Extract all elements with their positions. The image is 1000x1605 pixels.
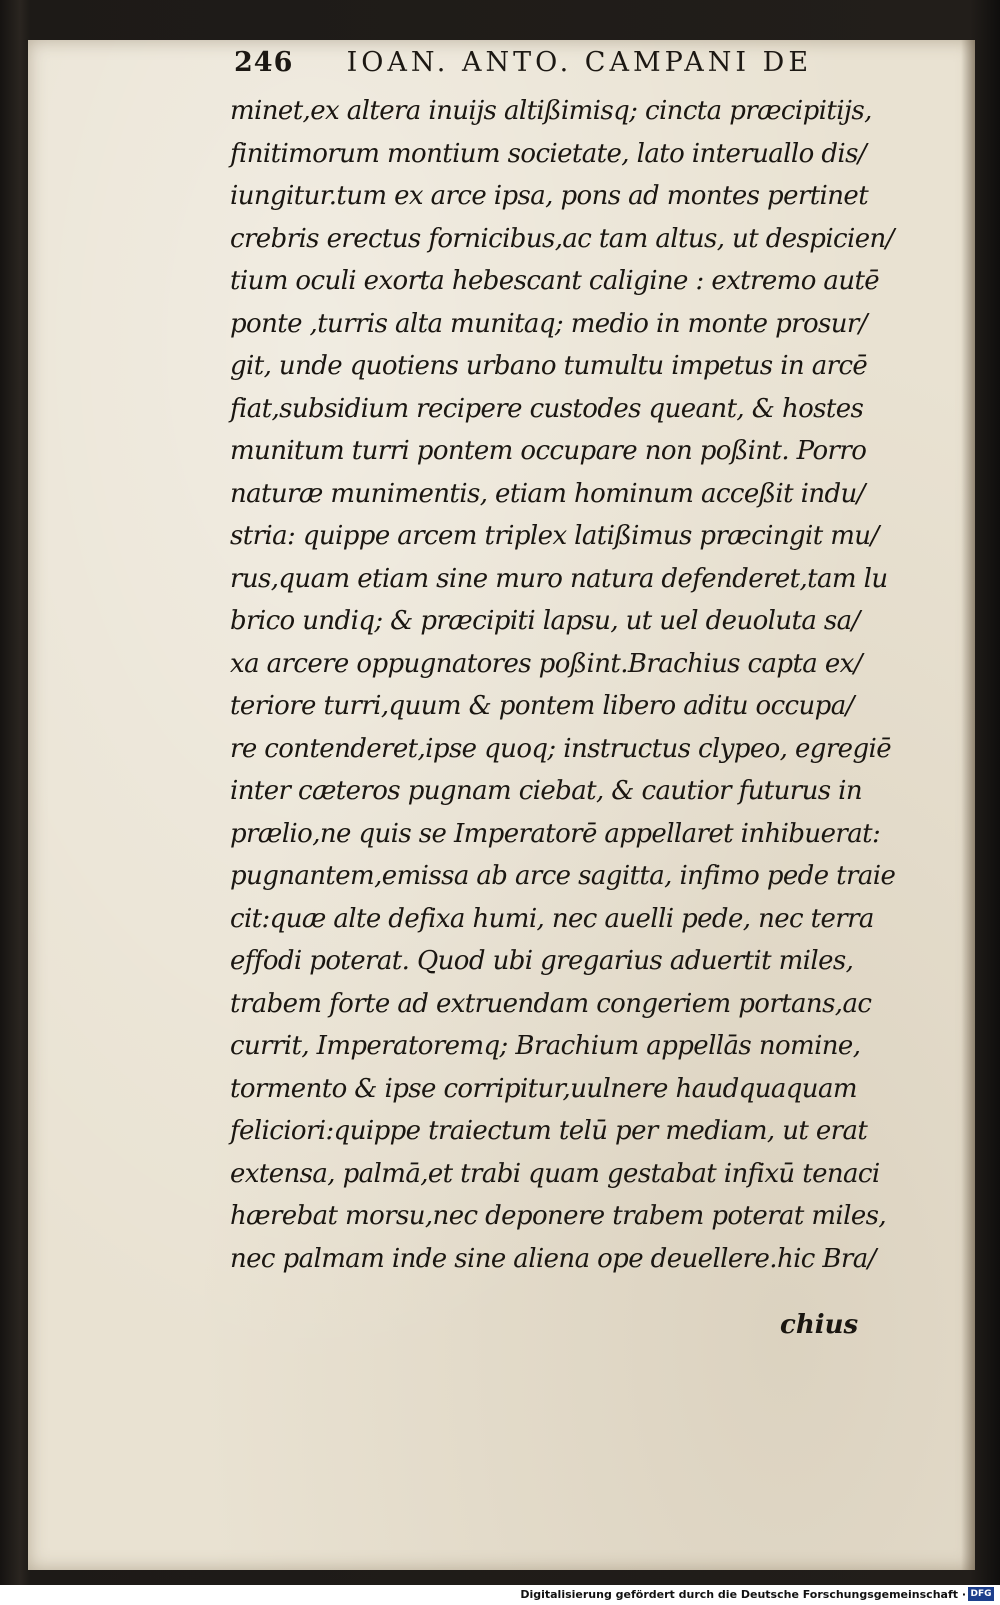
running-title: IOAN. ANTO. CAMPANI DE [346,47,813,78]
text-line: brico undiq; & præcipiti lapsu, ut uel deuoluta sa/ [230,606,860,636]
text-line: feliciori:quippe traiectum telū per mediam, ut erat [230,1116,868,1146]
text-line: inter cæteros pugnam ciebat, & cautior futurus in [230,776,863,806]
text-line: crebris erectus fornicibus,ac tam altus, ut despicien/ [230,223,894,254]
text-line: extensa, palmā,et trabi quam gestabat infixū tenaci [230,1158,880,1189]
text-line: tium oculi exorta hebescant caligine : extremo autē [230,266,880,296]
text-line: iungitur.tum ex arce ipsa, pons ad montes pertinet [230,181,869,211]
text-line: minet,ex altera inuijs altißimisq; cincta præcipitijs, [230,96,872,126]
text-line: rus,quam etiam sine muro natura defenderet,tam lu [230,563,888,594]
text-line: trabem forte ad extruendam congeriem portans,ac [230,988,872,1019]
body-text [230,90,900,1280]
text-line: munitum turri pontem occupare non poßint. Porro [230,436,867,466]
text-line: effodi poterat. Quod ubi gregarius aduertit miles, [230,946,854,976]
text-line: teriore turri,quum & pontem libero aditu occupa/ [230,691,854,721]
text-line: currit, Imperatoremq; Brachium appellās nomine, [230,1031,861,1061]
page-header [234,47,914,87]
dfg-logo: DFG [968,1587,994,1601]
text-line: stria: quippe arcem triplex latißimus præcingit mu/ [230,521,879,551]
text-line: prælio,ne quis se Imperatorē appellaret inhibuerat: [230,818,881,849]
text-line: cit:quæ alte defixa humi, nec auelli pede, nec terra [230,903,874,934]
text-line: ponte ,turris alta munitaq; medio in monte prosur/ [230,308,867,339]
digitization-credit: Digitalisierung gefördert durch die Deutsche Forschungsgemeinschaft · [520,1588,966,1601]
text-line: xa arcere oppugnatores poßint.Brachius capta ex/ [230,648,862,679]
text-line: tormento & ipse corripitur,uulnere haudquaquam [230,1073,857,1104]
page-edge-shadow [961,40,975,1570]
text-line: fiat,subsidium recipere custodes queant, & hostes [230,393,864,424]
text-line: pugnantem,emissa ab arce sagitta, infimo pede traie [230,861,896,891]
text-line: hærebat morsu,nec deponere trabem poterat miles, [230,1201,887,1231]
catchword: chius [780,1310,859,1340]
text-line: naturæ munimentis, etiam hominum acceßit indu/ [230,478,865,509]
text-line: git, unde quotiens urbano tumultu impetus in arcē [230,351,868,381]
text-line: re contenderet,ipse quoq; instructus clypeo, egregiē [230,733,891,764]
text-line: finitimorum montium societate, lato interuallo dis/ [230,138,866,169]
text-line: nec palmam inde sine aliena ope deuellere.hic Bra/ [230,1243,876,1274]
page-number: 246 [234,47,294,78]
